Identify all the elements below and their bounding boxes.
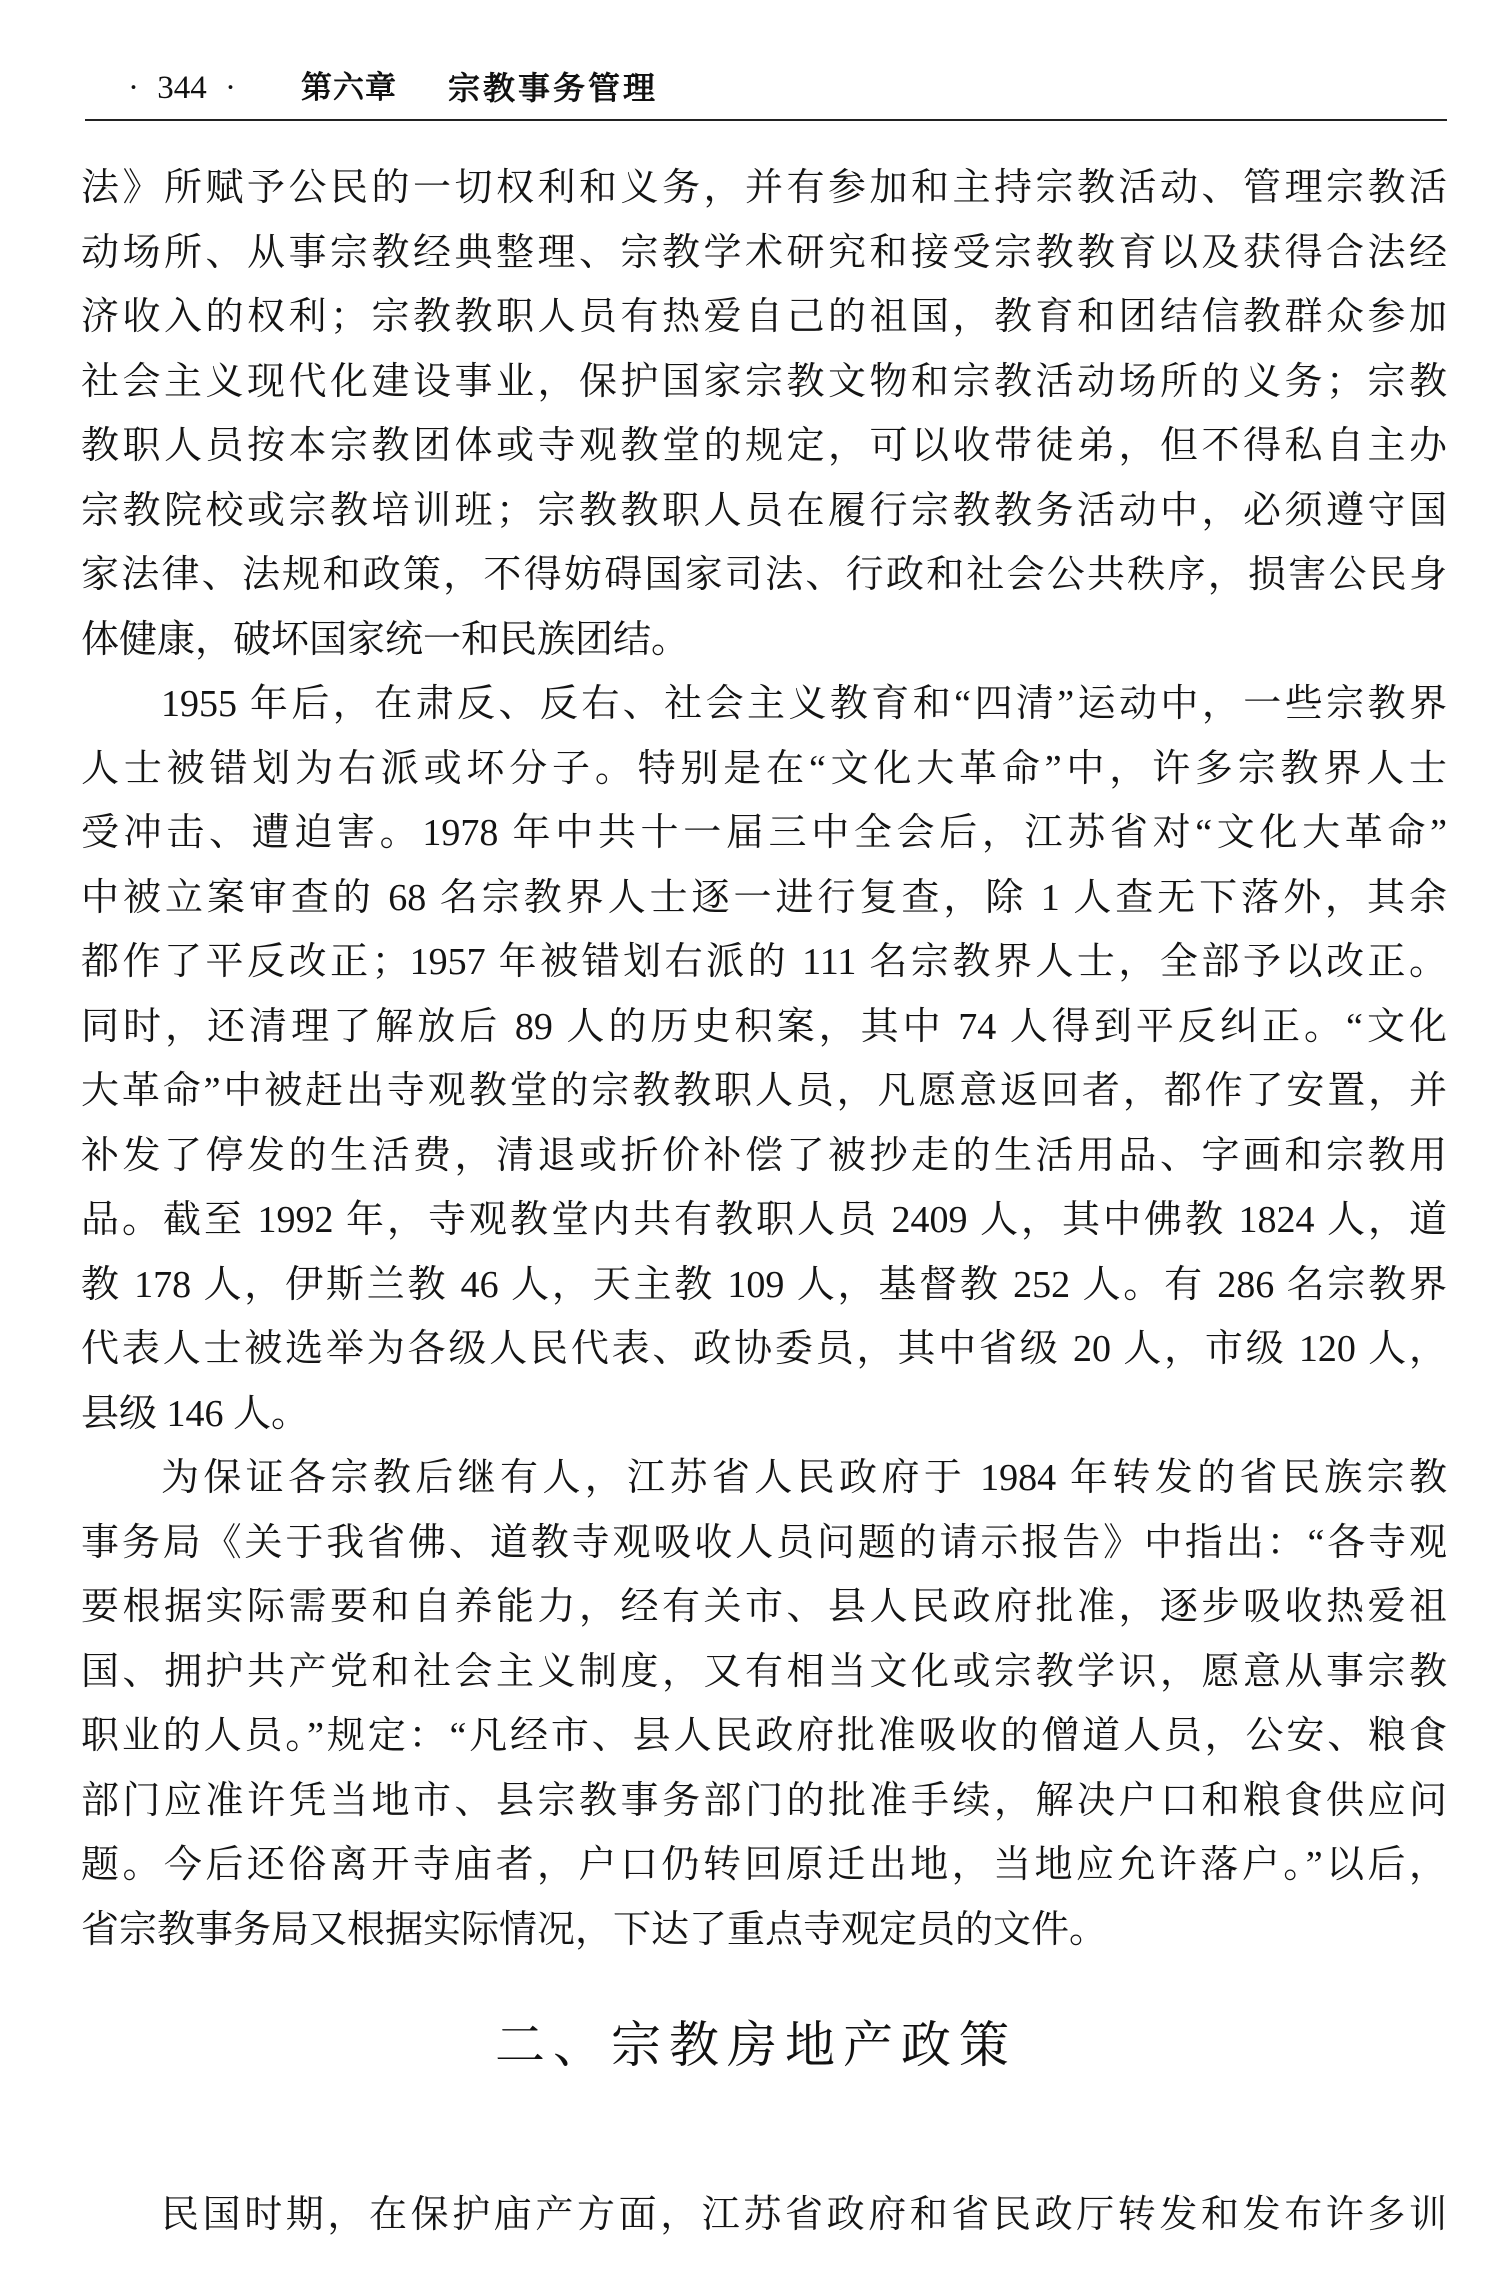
text-line: 补发了停发的生活费，清退或折价补偿了被抄走的生活用品、字画和宗教用 (81, 1134, 1447, 1177)
text-line: 同时，还清理了解放后 89 人的历史积案，其中 74 人得到平反纠正。“文化 (81, 1005, 1447, 1048)
body-text (81, 156, 1447, 1962)
text-line: 家法律、法规和政策，不得妨碍国家司法、行政和社会公共秩序，损害公民身 (81, 554, 1447, 596)
section-body (81, 2183, 1447, 2248)
text-line: 事务局《关于我省佛、道教寺观吸收人员问题的请示报告》中指出：“各寺观 (81, 1521, 1447, 1564)
text-line: 大革命”中被赶出寺观教堂的宗教教职人员，凡愿意返回者，都作了安置，并 (81, 1070, 1447, 1112)
text-line: 县级 146 人。 (81, 1392, 310, 1435)
text-line: 教职人员按本宗教团体或寺观教堂的规定，可以收带徒弟，但不得私自主办 (81, 425, 1447, 467)
text-line: 中被立案审查的 68 名宗教界人士逐一进行复查，除 1 人查无下落外，其余 (81, 876, 1447, 919)
text-line: 为保证各宗教后继有人，江苏省人民政府于 1984 年转发的省民族宗教 (161, 1457, 1447, 1499)
header-rule (85, 119, 1447, 121)
section-heading: 二、宗教房地产政策 (495, 2016, 1017, 2074)
text-line: 职业的人员。”规定：“凡经市、县人民政府批准吸收的僧道人员，公安、粮食 (81, 1715, 1447, 1757)
text-line: 代表人士被选举为各级人民代表、政协委员，其中省级 20 人，市级 120 人， (81, 1328, 1447, 1370)
text-line: 都作了平反改正；1957 年被错划右派的 111 名宗教界人士，全部予以改正。 (81, 941, 1447, 983)
paragraph (81, 1446, 1447, 1962)
text-line: 人士被错划为右派或坏分子。特别是在“文化大革命”中，许多宗教界人士 (81, 747, 1447, 790)
text-line: 动场所、从事宗教经典整理、宗教学术研究和接受宗教教育以及获得合法经 (81, 231, 1447, 274)
paragraph-continued (81, 156, 1447, 672)
text-line: 体健康，破坏国家统一和民族团结。 (81, 618, 690, 661)
paragraph (81, 2183, 1447, 2248)
text-line: 民国时期，在保护庙产方面，江苏省政府和省民政厅转发和发布许多训 (161, 2194, 1447, 2236)
text-line: 社会主义现代化建设事业，保护国家宗教文物和宗教活动场所的义务；宗教 (81, 360, 1447, 403)
text-line: 宗教院校或宗教培训班；宗教教职人员在履行宗教教务活动中，必须遵守国 (81, 489, 1447, 532)
text-line: 要根据实际需要和自养能力，经有关市、县人民政府批准，逐步吸收热爱祖 (81, 1586, 1447, 1628)
page-number: · 344 · (128, 70, 236, 106)
text-line: 国、拥护共产党和社会主义制度，又有相当文化或宗教学识，愿意从事宗教 (81, 1650, 1447, 1693)
text-line: 教 178 人，伊斯兰教 46 人，天主教 109 人，基督教 252 人。有 286 名宗教界 (81, 1263, 1447, 1306)
text-line: 部门应准许凭当地市、县宗教事务部门的批准手续，解决户口和粮食供应问 (81, 1779, 1447, 1822)
paragraph (81, 672, 1447, 1446)
chapter-label: 第六章 (301, 70, 397, 105)
text-line: 济收入的权利；宗教教职人员有热爱自己的祖国，教育和团结信教群众参加 (81, 296, 1447, 338)
text-line: 题。今后还俗离开寺庙者，户口仍转回原迁出地，当地应允许落户。”以后， (81, 1844, 1447, 1886)
text-line: 省宗教事务局又根据实际情况，下达了重点寺观定员的文件。 (81, 1908, 1108, 1951)
text-line: 受冲击、遭迫害。1978 年中共十一届三中全会后，江苏省对“文化大革命” (81, 812, 1447, 854)
chapter-title: 宗教事务管理 (448, 70, 659, 106)
text-line: 品。截至 1992 年，寺观教堂内共有教职人员 2409 人，其中佛教 1824 人，道 (81, 1199, 1447, 1241)
text-line: 法》所赋予公民的一切权利和义务，并有参加和主持宗教活动、管理宗教活 (81, 167, 1447, 209)
text-line: 1955 年后，在肃反、反右、社会主义教育和“四清”运动中，一些宗教界 (161, 683, 1447, 725)
